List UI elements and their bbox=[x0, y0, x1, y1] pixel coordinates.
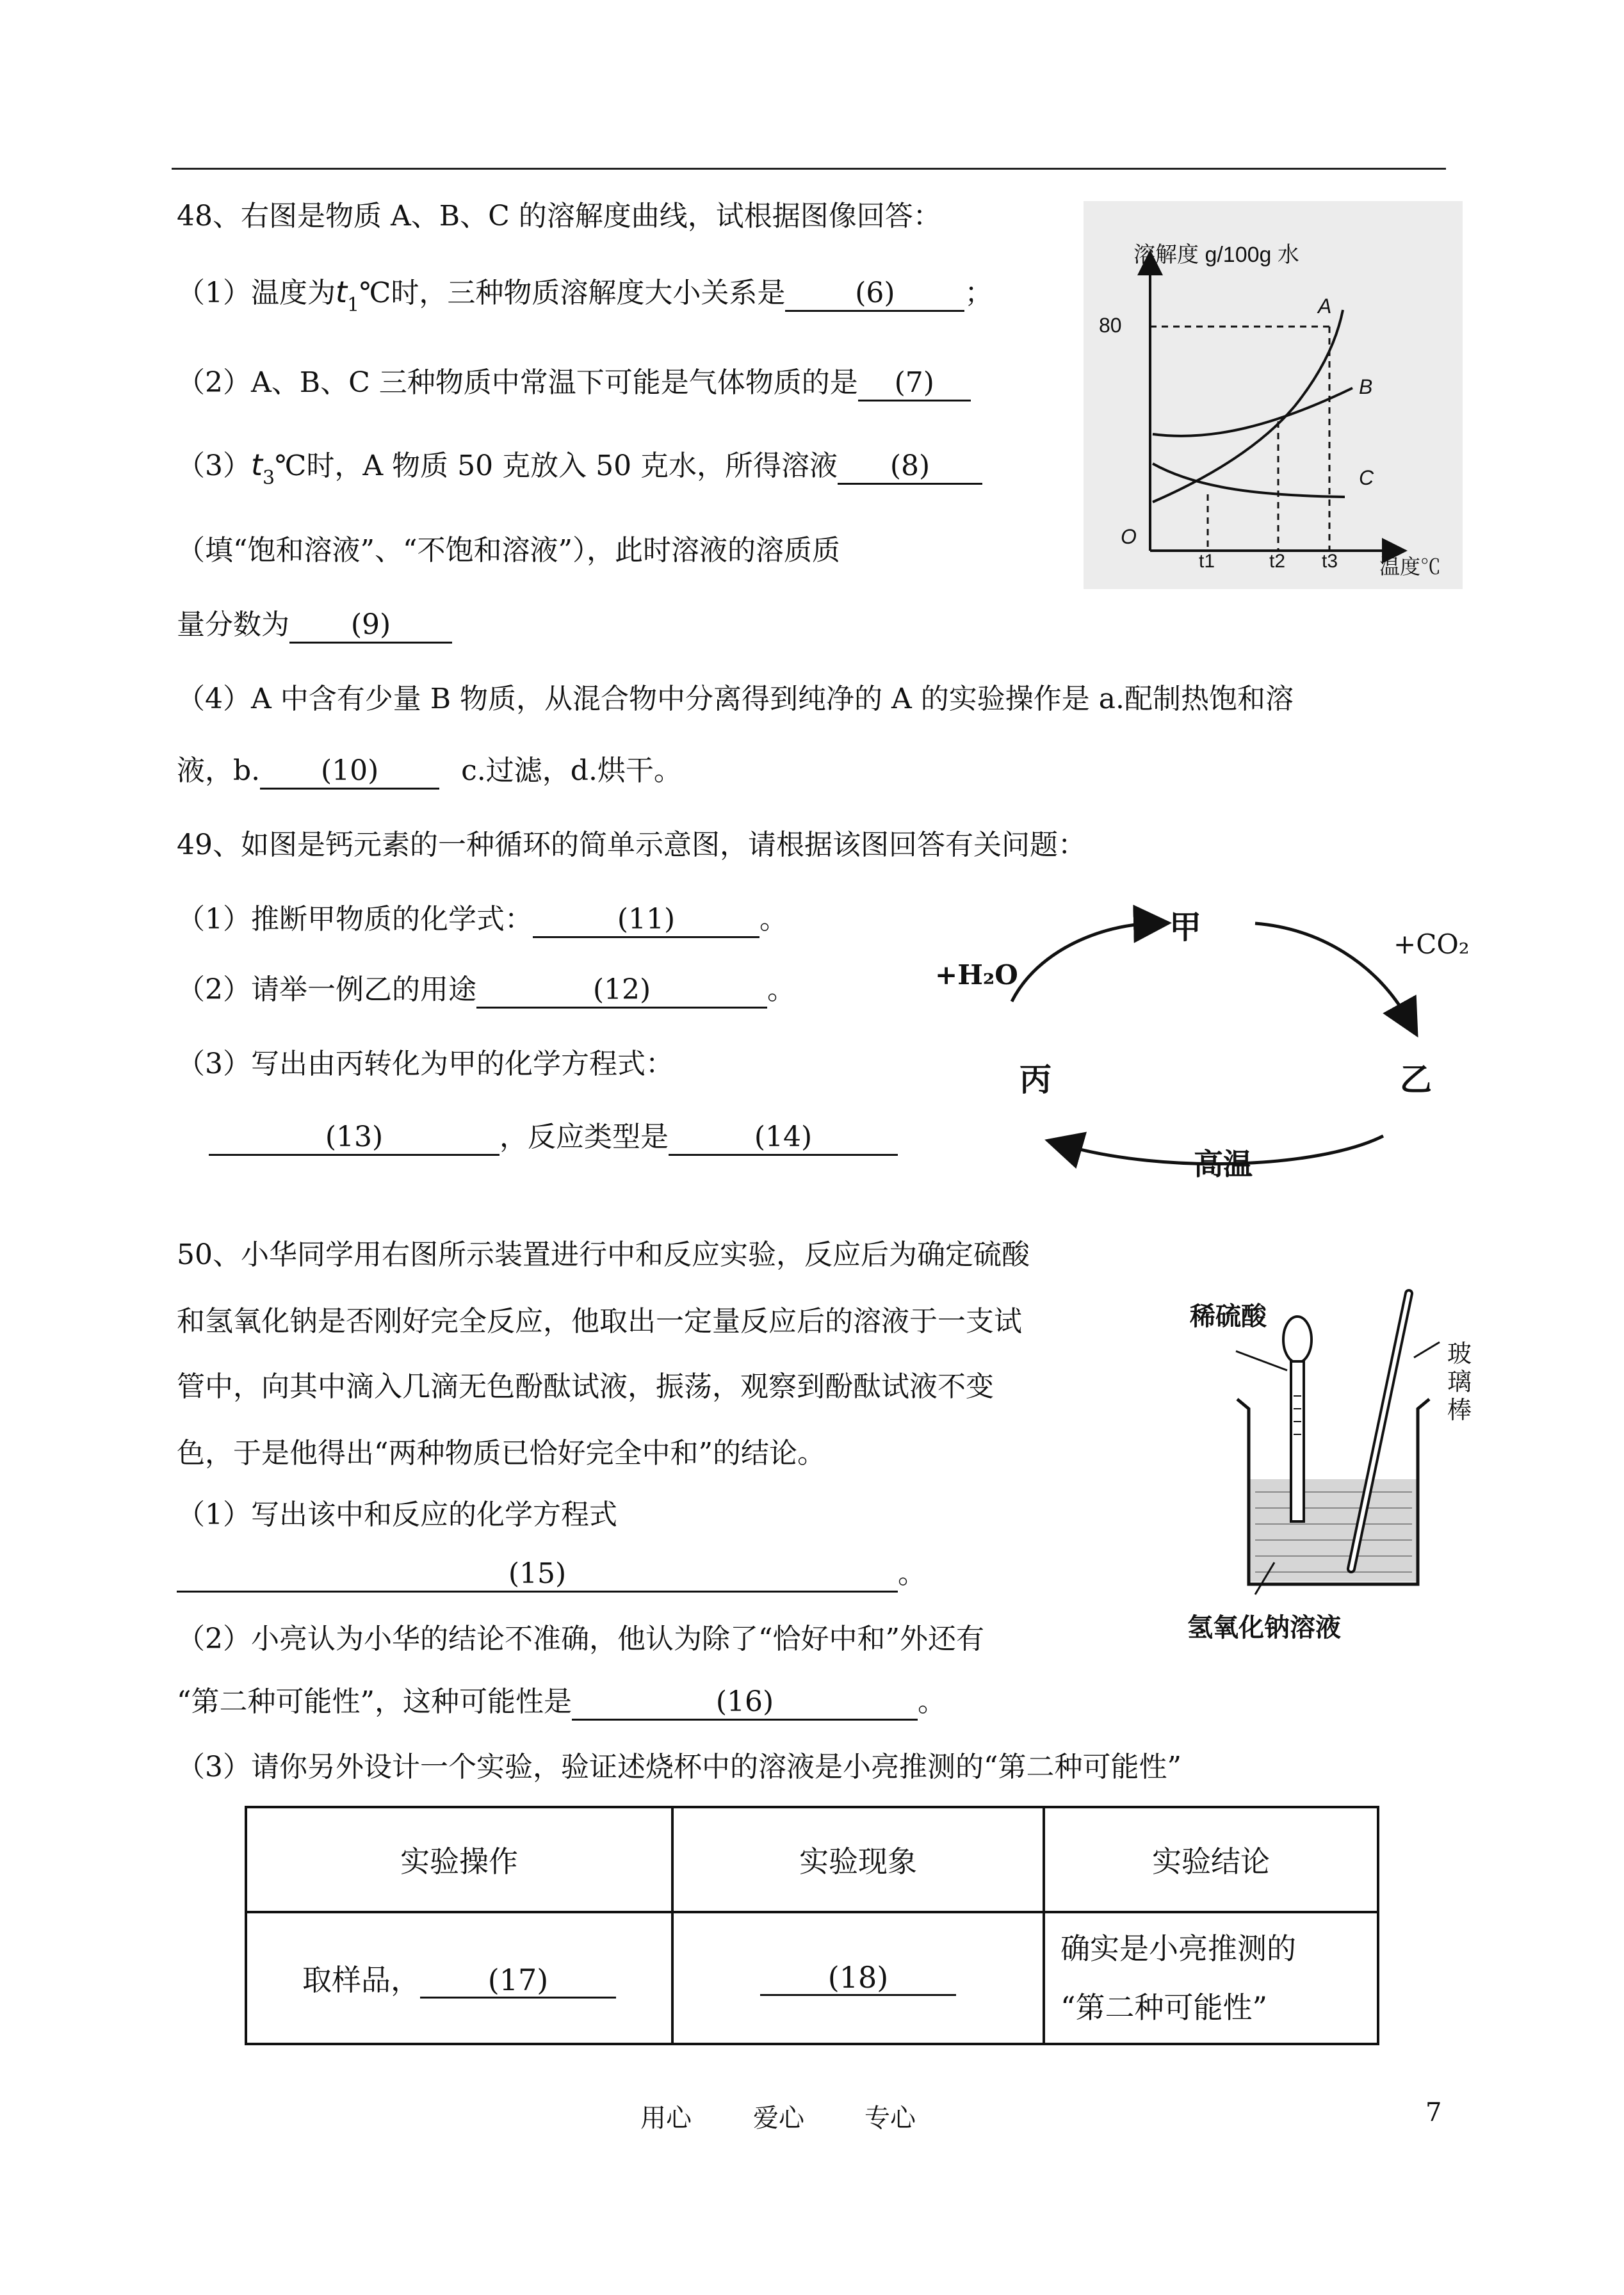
op-pre: 取样品， bbox=[302, 1963, 420, 1997]
blank-12[interactable]: (12) bbox=[476, 973, 767, 1009]
q48-p2-pre: （2）A、B、C 三种物质中常温下可能是气体物质的是 bbox=[177, 366, 858, 399]
q48-part1 bbox=[177, 273, 993, 316]
cycle-gaowen: 高温 bbox=[1194, 1147, 1253, 1181]
header-rule bbox=[172, 168, 1446, 170]
dropper-bulb bbox=[1283, 1317, 1311, 1363]
header-conclusion: 实验结论 bbox=[1044, 1807, 1378, 1912]
q50-p2-end: 。 bbox=[918, 1685, 946, 1718]
header-phenomenon: 实验现象 bbox=[672, 1807, 1044, 1912]
blank-11[interactable]: (11) bbox=[533, 903, 759, 938]
q48-p1-tsub: 1 bbox=[347, 294, 360, 316]
apparatus-figure bbox=[1187, 1281, 1479, 1652]
blank-14[interactable]: (14) bbox=[669, 1121, 898, 1156]
q48-part4-line2 bbox=[177, 752, 682, 790]
q49-part3-line2 bbox=[209, 1118, 898, 1156]
blank-16[interactable]: (16) bbox=[572, 1685, 918, 1721]
blank-18[interactable]: (18) bbox=[760, 1961, 956, 1996]
cell-phenomenon bbox=[672, 1912, 1044, 2044]
q49-p2-end: 。 bbox=[767, 973, 795, 1006]
q48-part3-line3 bbox=[177, 606, 452, 644]
q48-stem: 48、右图是物质 A、B、C 的溶解度曲线，试根据图像回答： bbox=[177, 200, 941, 232]
q48-p3-pre: （3） bbox=[177, 450, 251, 482]
rod-pointer bbox=[1414, 1342, 1440, 1358]
blank-9[interactable]: (9) bbox=[289, 608, 452, 644]
table-header-row bbox=[246, 1807, 1378, 1912]
solubility-xtick-t1: t1 bbox=[1199, 551, 1215, 572]
q48-part4-line1: （4）A 中含有少量 B 物质，从混合物中分离得到纯净的 A 的实验操作是 a.配制热饱和溶 bbox=[177, 683, 1294, 715]
q50-line1: 50、小华同学用右图所示装置进行中和反应实验，反应后为确定硫酸 bbox=[177, 1238, 1030, 1271]
blank-17[interactable]: (17) bbox=[420, 1963, 616, 1999]
conclusion-line2: “第二种可能性” bbox=[1060, 1990, 1268, 2025]
q48-p1-mid: ℃时，三种物质溶解度大小关系是 bbox=[359, 277, 786, 309]
q48-part2 bbox=[177, 364, 971, 402]
q50-line2: 和氢氧化钠是否刚好完全反应，他取出一定量反应后的溶液于一支试 bbox=[177, 1305, 1022, 1338]
liquid bbox=[1250, 1479, 1417, 1582]
q48-p3-mid: ℃时，A 物质 50 克放入 50 克水，所得溶液 bbox=[275, 450, 838, 482]
q48-part3-line2: （填“饱和溶液”、“不饱和溶液”），此时溶液的溶质质 bbox=[177, 534, 840, 567]
conclusion-line1: 确实是小亮推测的 bbox=[1060, 1931, 1296, 1966]
q48-p1-end: ； bbox=[964, 277, 993, 309]
cell-operation bbox=[246, 1912, 672, 2044]
q49-p1-pre: （1）推断甲物质的化学式： bbox=[177, 903, 533, 936]
q49-part3: （3）写出由丙转化为甲的化学方程式： bbox=[177, 1048, 674, 1080]
apparatus-svg bbox=[1198, 1281, 1479, 1652]
solubility-figure bbox=[1084, 201, 1463, 589]
curve-label-c: C bbox=[1359, 466, 1374, 489]
solubility-xlabel: 温度℃ bbox=[1379, 555, 1441, 578]
apparatus-rod-label bbox=[1447, 1340, 1475, 1424]
blank-6[interactable]: (6) bbox=[785, 277, 964, 312]
solubility-origin: O bbox=[1121, 525, 1137, 548]
cycle-bing: 丙 bbox=[1019, 1061, 1052, 1098]
q49-p3-mid: ，反应类型是 bbox=[499, 1121, 669, 1153]
acid-pointer bbox=[1236, 1351, 1287, 1370]
cycle-yi: 乙 bbox=[1400, 1061, 1432, 1098]
cycle-jia: 甲 bbox=[1169, 909, 1201, 946]
curve-c bbox=[1153, 464, 1345, 497]
blank-13[interactable]: (13) bbox=[209, 1121, 499, 1156]
q48-part3 bbox=[177, 446, 982, 489]
curve-label-b: B bbox=[1359, 375, 1373, 398]
q50-part1-line2 bbox=[177, 1555, 926, 1593]
rod-label-char-3: 棒 bbox=[1447, 1396, 1472, 1424]
solubility-ylabel: 溶解度 g/100g 水 bbox=[1133, 243, 1299, 267]
q49-p2-pre: （2）请举一例乙的用途 bbox=[177, 973, 476, 1006]
page-number: 7 bbox=[1425, 2098, 1442, 2127]
q48-p3-t: t bbox=[251, 448, 263, 482]
q50-p2-pre: “第二种可能性”，这种可能性是 bbox=[177, 1685, 572, 1718]
q50-part2-line1: （2）小亮认为小华的结论不准确，他认为除了“恰好中和”外还有 bbox=[177, 1623, 984, 1655]
q50-line3: 管中，向其中滴入几滴无色酚酞试液，振荡，观察到酚酞试液不变 bbox=[177, 1370, 994, 1403]
q48-p4-pre: 液，b. bbox=[177, 754, 261, 787]
rod-label-char-2: 璃 bbox=[1447, 1368, 1472, 1396]
footer-motto-3: 专心 bbox=[865, 2104, 916, 2133]
cycle-h2o: +H₂O bbox=[935, 959, 1018, 991]
q49-part2 bbox=[177, 971, 795, 1009]
solubility-xtick-t3: t3 bbox=[1322, 551, 1338, 572]
cell-conclusion bbox=[1044, 1912, 1378, 2044]
apparatus-base-label: 氢氧化钠溶液 bbox=[1187, 1613, 1341, 1642]
q48-p1-t: t bbox=[336, 275, 348, 309]
arrow-jia-to-yi bbox=[1255, 923, 1409, 1021]
q49-p1-end: 。 bbox=[759, 903, 788, 936]
q49-stem: 49、如图是钙元素的一种循环的简单示意图，请根据该图回答有关问题： bbox=[177, 829, 1086, 861]
footer-motto-2: 爱心 bbox=[753, 2104, 804, 2133]
q50-part3: （3）请你另外设计一个实验，验证述烧杯中的溶液是小亮推测的“第二种可能性” bbox=[177, 1751, 1181, 1783]
calcium-cycle-figure bbox=[935, 893, 1479, 1187]
curve-b bbox=[1153, 388, 1352, 436]
q48-p4-post: c.过滤，d.烘干。 bbox=[461, 754, 682, 787]
curve-label-a: A bbox=[1318, 295, 1332, 318]
header-operation: 实验操作 bbox=[246, 1807, 672, 1912]
blank-8[interactable]: (8) bbox=[838, 450, 982, 485]
rod-label-char-1: 玻 bbox=[1447, 1340, 1472, 1368]
apparatus-acid-label: 稀硫酸 bbox=[1190, 1302, 1267, 1331]
q50-p1-end: 。 bbox=[898, 1557, 926, 1590]
arrow-bing-to-jia bbox=[1012, 923, 1153, 1002]
blank-15[interactable]: (15) bbox=[177, 1557, 898, 1593]
footer-motto-1: 用心 bbox=[640, 2104, 692, 2133]
blank-10[interactable]: (10) bbox=[260, 754, 439, 790]
solubility-xtick-t2: t2 bbox=[1269, 551, 1286, 572]
blank-7[interactable]: (7) bbox=[858, 366, 971, 401]
q50-line4: 色，于是他得出“两种物质已恰好完全中和”的结论。 bbox=[177, 1437, 825, 1470]
table-row bbox=[246, 1912, 1378, 2044]
q48-p3-tsub: 3 bbox=[263, 467, 275, 489]
q50-part1: （1）写出该中和反应的化学方程式 bbox=[177, 1498, 617, 1531]
q50-part2-line2 bbox=[177, 1683, 946, 1721]
cycle-co2: +CO₂ bbox=[1393, 929, 1470, 960]
q48-p1-pre: （1）温度为 bbox=[177, 277, 336, 309]
q49-part1 bbox=[177, 900, 788, 939]
solubility-ytick-80: 80 bbox=[1099, 314, 1122, 337]
dropper-tube bbox=[1291, 1361, 1304, 1521]
experiment-table bbox=[245, 1806, 1379, 2045]
q48-p3-line3-text: 量分数为 bbox=[177, 608, 289, 641]
